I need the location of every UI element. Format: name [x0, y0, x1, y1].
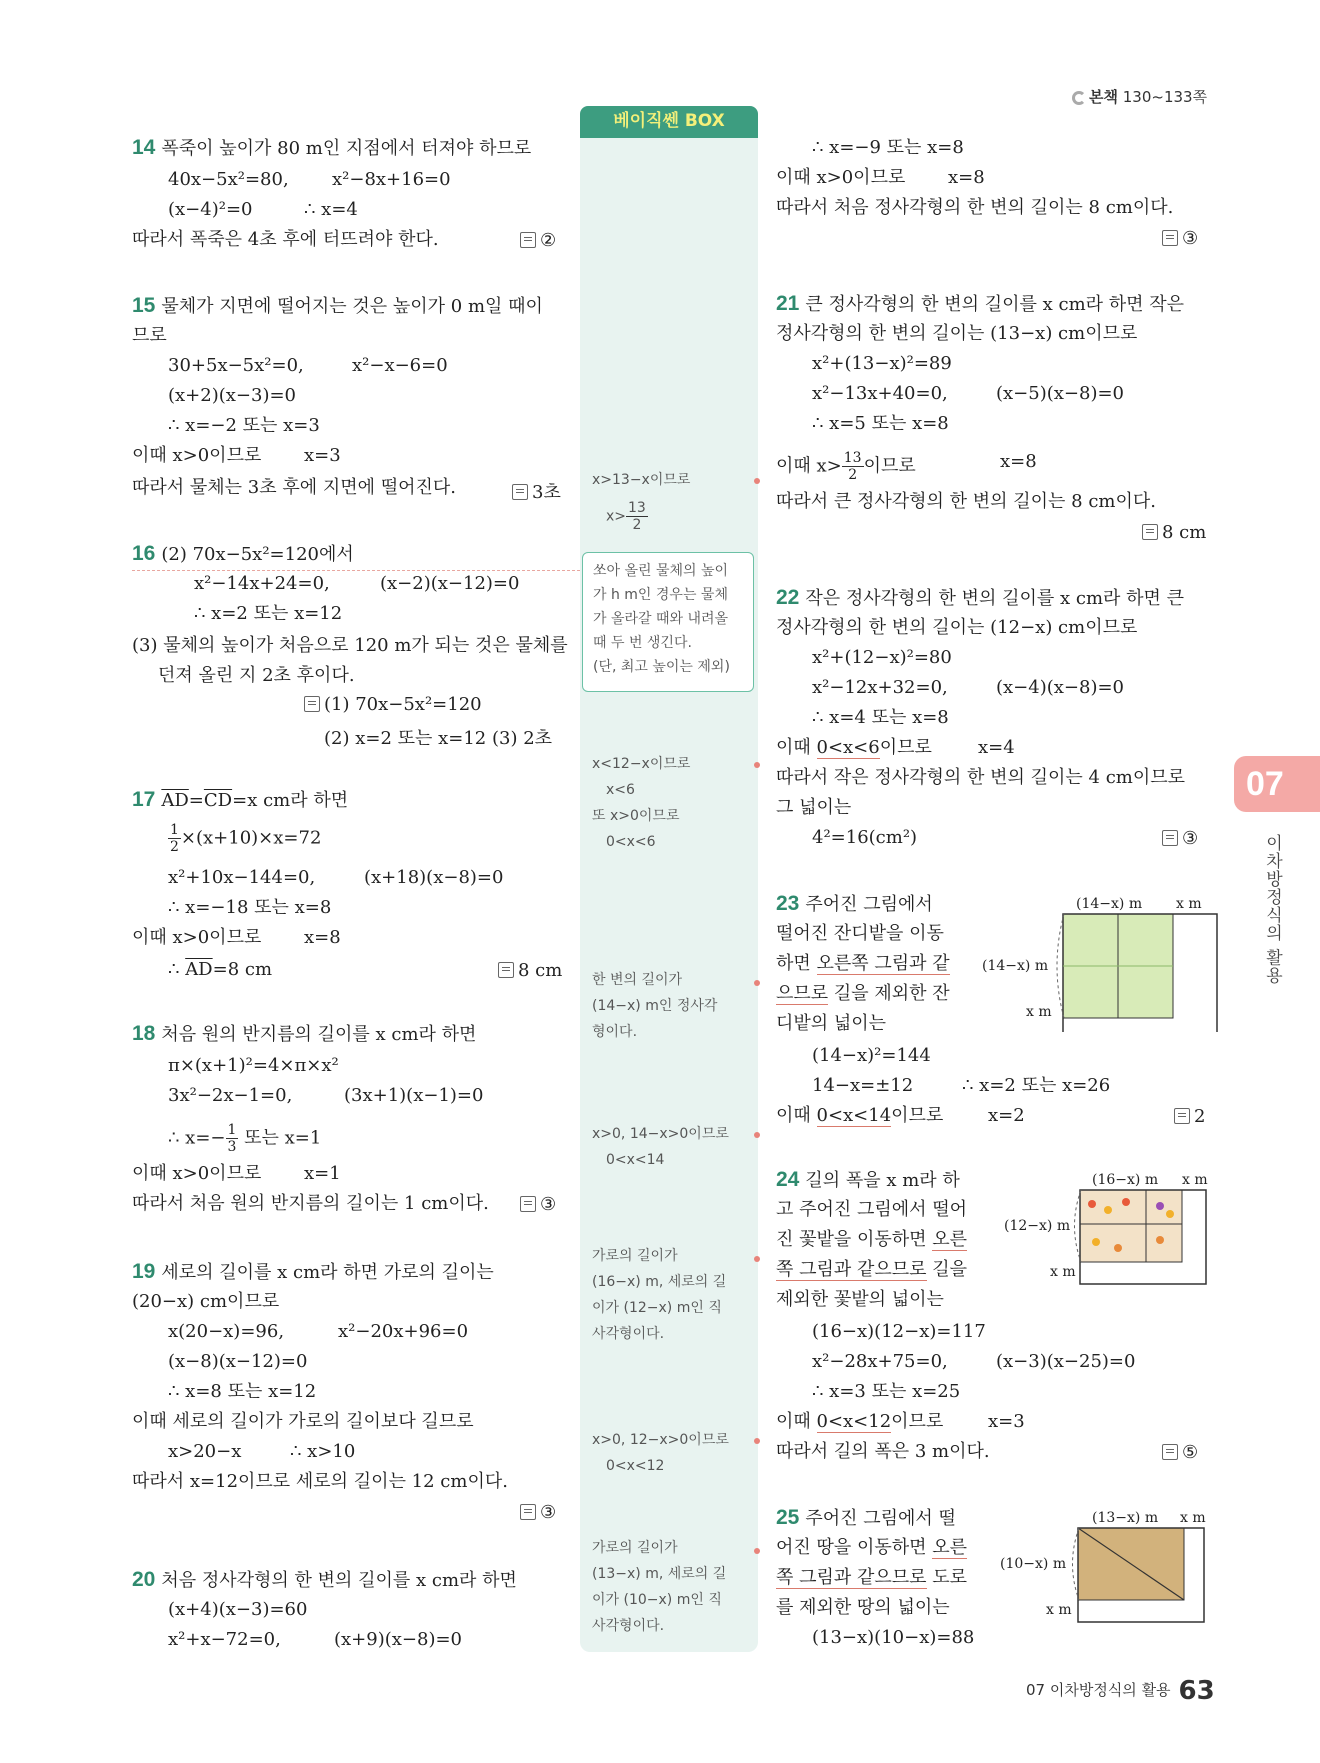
- fig-bottom-label: x m: [1046, 1602, 1072, 1618]
- flower-icon: [1104, 1206, 1112, 1214]
- flower-icon: [1166, 1210, 1174, 1218]
- footer-chapter: 07 이차방정식의 활용: [1026, 1681, 1171, 1699]
- answer-icon: [520, 232, 536, 248]
- fig-top-label: (14−x) m: [1076, 896, 1143, 912]
- flower-icon: [1092, 1238, 1100, 1246]
- fig-left-label: (12−x) m: [1004, 1218, 1071, 1234]
- fraction: $\frac{1}{2}$: [170, 822, 179, 855]
- answer: 8 cm: [1142, 522, 1206, 543]
- box-note: 쏘아 올린 물체의 높이 가 h m인 경우는 물체 가 올라갈 때와 내려올 때 두 번 생긴다. (단, 최고 높이는 제외): [582, 552, 754, 692]
- answer: 2: [1174, 1106, 1205, 1127]
- fig-left-label: (14−x) m: [982, 958, 1049, 974]
- reference-icon: [1072, 91, 1086, 105]
- page-reference: 본책 130~133쪽: [1072, 86, 1207, 107]
- box-title: 베이직쎈 BOX: [580, 106, 758, 138]
- flower-icon: [1156, 1202, 1164, 1210]
- fig-x-label: x m: [1180, 1510, 1206, 1526]
- answer: (1) 70x−5x²=120: [304, 694, 482, 715]
- answer: 3초: [512, 478, 561, 504]
- basic-box-column: [580, 112, 758, 1652]
- page-footer: [1026, 1676, 1215, 1706]
- answer: ③: [520, 1194, 556, 1215]
- chapter-title-vertical: 이차방정식의 활용: [1262, 834, 1282, 985]
- fig-top-label: (16−x) m: [1092, 1172, 1159, 1188]
- answer: ③: [1162, 228, 1198, 249]
- fig-x-label: x m: [1176, 896, 1202, 912]
- leader-line: [132, 570, 580, 571]
- fig-top-label: (13−x) m: [1092, 1510, 1159, 1526]
- flower-icon: [1114, 1244, 1122, 1252]
- answer: ②: [520, 230, 556, 251]
- chapter-tab: 07: [1234, 756, 1320, 812]
- flower-icon: [1088, 1200, 1096, 1208]
- fig-bottom-label: x m: [1050, 1264, 1076, 1280]
- fig-left-label: (10−x) m: [1000, 1556, 1067, 1572]
- leader-dot: [754, 478, 760, 484]
- land-figure: [996, 1506, 1220, 1628]
- answer: 8 cm: [498, 960, 562, 981]
- page-number: 63: [1178, 1676, 1215, 1706]
- flower-icon: [1156, 1236, 1164, 1244]
- answer: ③: [1162, 828, 1198, 849]
- fig-bottom-label: x m: [1026, 1004, 1052, 1020]
- answer-cont: (2) x=2 또는 x=12 (3) 2초: [324, 728, 553, 749]
- answer: ⑤: [1162, 1442, 1198, 1463]
- flowerbed-area: [1080, 1190, 1182, 1262]
- lawn-figure: [980, 892, 1220, 1032]
- flowerbed-figure: [1000, 1168, 1220, 1290]
- fig-x-label: x m: [1182, 1172, 1208, 1188]
- answer: ③: [520, 1502, 556, 1523]
- problem-number: 14: [132, 136, 156, 159]
- flower-icon: [1122, 1198, 1130, 1206]
